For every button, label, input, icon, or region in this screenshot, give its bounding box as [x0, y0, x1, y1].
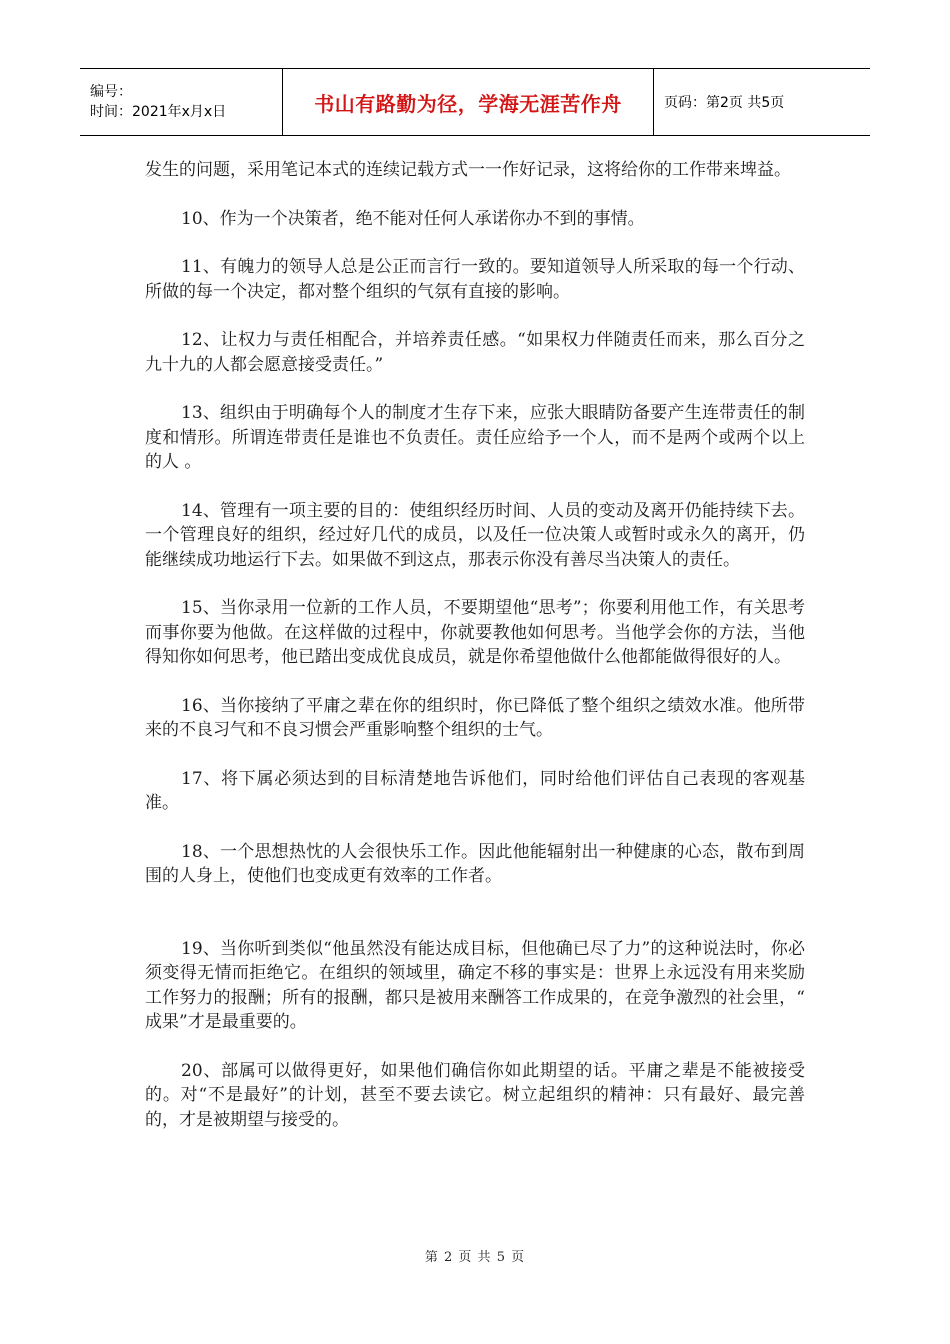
- header-meta: [80, 69, 282, 135]
- document-header: [80, 68, 870, 136]
- paragraph-item-10: 10、作为一个决策者，绝不能对任何人承诺你办不到的事情。: [181, 208, 645, 229]
- paragraph-item-13: 13、组织由于明确每个人的制度才生存下来，应张大眼睛防备要产生连带责任的制度和情形。所谓连带责任是谁也不负责任。责任应给予一个人，而不是两个或两个以上的人 。: [145, 403, 805, 472]
- paragraph-item-20: 20、部属可以做得更好，如果他们确信你如此期望的话。平庸之辈是不能被接受的。对“不是最好”的计划，甚至不要去读它。树立起组织的精神：只有最好、最完善的，才是被期望与接受的。: [145, 1060, 805, 1130]
- paragraph-item-17: 17、将下属必须达到的目标清楚地告诉他们，同时给他们评估自己表现的客观基准。: [145, 768, 805, 813]
- header-page-number: 页码：第2页 共5页: [664, 95, 785, 111]
- paragraph-continued: 发生的问题，采用笔记本式的连续记载方式一一作好记录，这将给你的工作带来埤益。: [145, 160, 791, 180]
- document-number-label: 编号：: [90, 84, 132, 100]
- paragraph-item-16: 16、当你接纳了平庸之辈在你的组织时，你已降低了整个组织之绩效水准。他所带来的不良习气和不良习惯会严重影响整个组织的士气。: [145, 695, 805, 740]
- page-footer: 第 2 页 共 5 页: [424, 1250, 526, 1265]
- paragraph-item-15: 15、当你录用一位新的工作人员，不要期望他“思考”；你要利用他工作，有关思考而事你要为他做。在这样做的过程中，你就要教他如何思考。当他学会你的方法，当他得知你如何思考，他已踏出变成优良成员，就是你希望他做什么他都能做得很好的人。: [145, 598, 805, 667]
- paragraph-item-19: 19、当你听到类似“他虽然没有能达成目标，但他确已尽了力”的这种说法时，你必须变得无情而拒绝它。在组织的领域里，确定不移的事实是：世界上永远没有用来奖励工作努力的报酬；所有的报酬，都只是被用来酬答工作成果的，在竞争激烈的社会里，“ 成果”才是最重要的。: [145, 938, 805, 1032]
- paragraph-item-12: 12、让权力与责任相配合，并培养责任感。“如果权力伴随责任而来，那么百分之九十九的人都会愿意接受责任。”: [145, 330, 805, 375]
- paragraph-item-18: 18、一个思想热忱的人会很快乐工作。因此他能辐射出一种健康的心态，散布到周围的人身上，使他们也变成更有效率的工作者。: [145, 841, 805, 886]
- document-body: [145, 158, 805, 1156]
- paragraph-item-14: 14、管理有一项主要的目的：使组织经历时间、人员的变动及离开仍能持续下去。一个管理良好的组织，经过好几代的成员，以及任一位决策人或暂时或永久的离开，仍能继续成功地运行下去。如果做不到这点，那表示你没有善尽当决策人的责任。: [145, 500, 805, 570]
- header-motto: 书山有路勤为径，学海无涯苦作舟: [282, 69, 654, 135]
- paragraph-item-11: 11、有魄力的领导人总是公正而言行一致的。要知道领导人所采取的每一个行动、所做的每一个决定，都对整个组织的气氛有直接的影响。: [145, 257, 805, 302]
- document-date-label: 时间：2021年x月x日: [90, 104, 227, 120]
